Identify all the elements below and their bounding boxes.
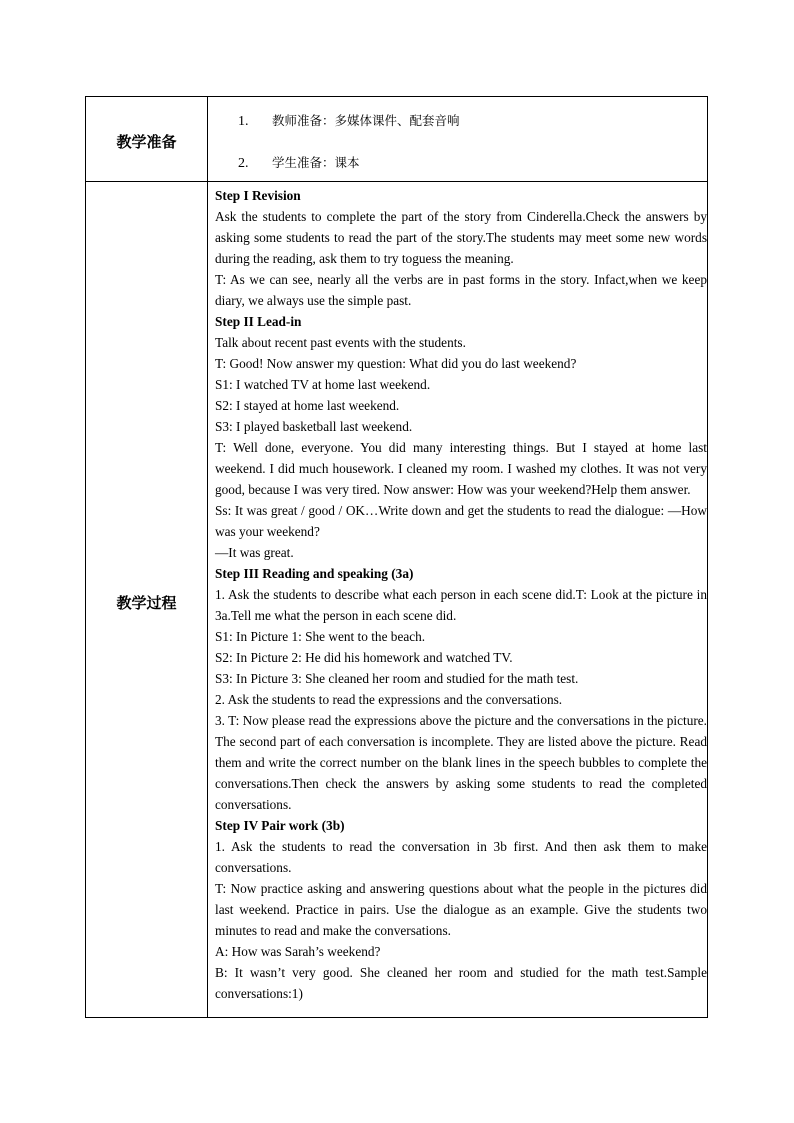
process-paragraph: Ss: It was great / good / OK…Write down and get the students to read the dialogue: —How was your weekend? — [215, 503, 707, 539]
process-paragraph: T: Now practice asking and answering questions about what the people in the pictures did last weekend. Practice in pairs. Use the dialogue as an example. Give the students two minutes to read and make the conversations. — [215, 881, 707, 938]
process-paragraph: S2: In Picture 2: He did his homework and watched TV. — [215, 650, 513, 665]
row-divider — [86, 181, 707, 182]
process-paragraph: S3: In Picture 3: She cleaned her room and studied for the math test. — [215, 671, 579, 686]
process-paragraph: Ask the students to complete the part of the story from Cinderella.Check the answers by asking some students to read the part of the story.The students may meet some new words during the reading, ask them to try toguess the meaning. — [215, 209, 707, 266]
lesson-plan-table — [85, 96, 708, 1018]
preparation-item-number: 2. — [238, 156, 249, 171]
preparation-item-text: 学生准备：课本 — [272, 155, 360, 170]
step-heading: Step IV Pair work (3b) — [215, 818, 345, 833]
process-paragraph: 2. Ask the students to read the expressions and the conversations. — [215, 692, 563, 707]
preparation-item-1 — [238, 111, 460, 130]
preparation-item-2 — [238, 153, 360, 172]
preparation-item-number: 1. — [238, 114, 249, 129]
process-content — [215, 185, 707, 1004]
process-paragraph: —It was great. — [215, 545, 294, 560]
process-paragraph: T: As we can see, nearly all the verbs are in past forms in the story. Infact,when we keep diary, we always use the simple past. — [215, 272, 707, 308]
process-paragraph: S1: In Picture 1: She went to the beach. — [215, 629, 426, 644]
process-paragraph: Talk about recent past events with the students. — [215, 335, 466, 350]
step-heading: Step III Reading and speaking (3a) — [215, 566, 414, 581]
process-paragraph: 3. T: Now please read the expressions above the picture and the conversations in the picture. The second part of each conversation is incomplete. They are listed above the picture. Read them and write the correct number on the blank lines in the speech bubbles to complete the conversations.Then check the answers by asking some students to read the completed conversations. — [215, 713, 707, 812]
preparation-label: 教学准备 — [116, 133, 177, 151]
step-heading: Step I Revision — [215, 188, 301, 203]
process-paragraph: 1. Ask the students to describe what each person in each scene did.T: Look at the picture in 3a.Tell me what the person in each scene did. — [215, 587, 707, 623]
process-paragraph: T: Well done, everyone. You did many interesting things. But I stayed at home last weekend. I did much housework. I cleaned my room. I washed my clothes. It was not very good, because I was very tired. Now answer: How was your weekend?Help them answer. — [215, 440, 707, 497]
process-paragraph: A: How was Sarah’s weekend? — [215, 944, 381, 959]
process-paragraph: T: Good! Now answer my question: What did you do last weekend? — [215, 356, 577, 371]
process-paragraph: S1: I watched TV at home last weekend. — [215, 377, 431, 392]
column-divider — [207, 97, 208, 1017]
process-paragraph: S2: I stayed at home last weekend. — [215, 398, 400, 413]
process-paragraph: B: It wasn’t very good. She cleaned her room and studied for the math test.Sample conversations:1) — [215, 965, 707, 1001]
process-paragraph: 1. Ask the students to read the conversation in 3b first. And then ask them to make conversations. — [215, 839, 707, 875]
preparation-item-text: 教师准备：多媒体课件、配套音响 — [272, 113, 460, 128]
step-heading: Step II Lead-in — [215, 314, 302, 329]
process-paragraph: S3: I played basketball last weekend. — [215, 419, 413, 434]
process-label: 教学过程 — [116, 594, 177, 612]
